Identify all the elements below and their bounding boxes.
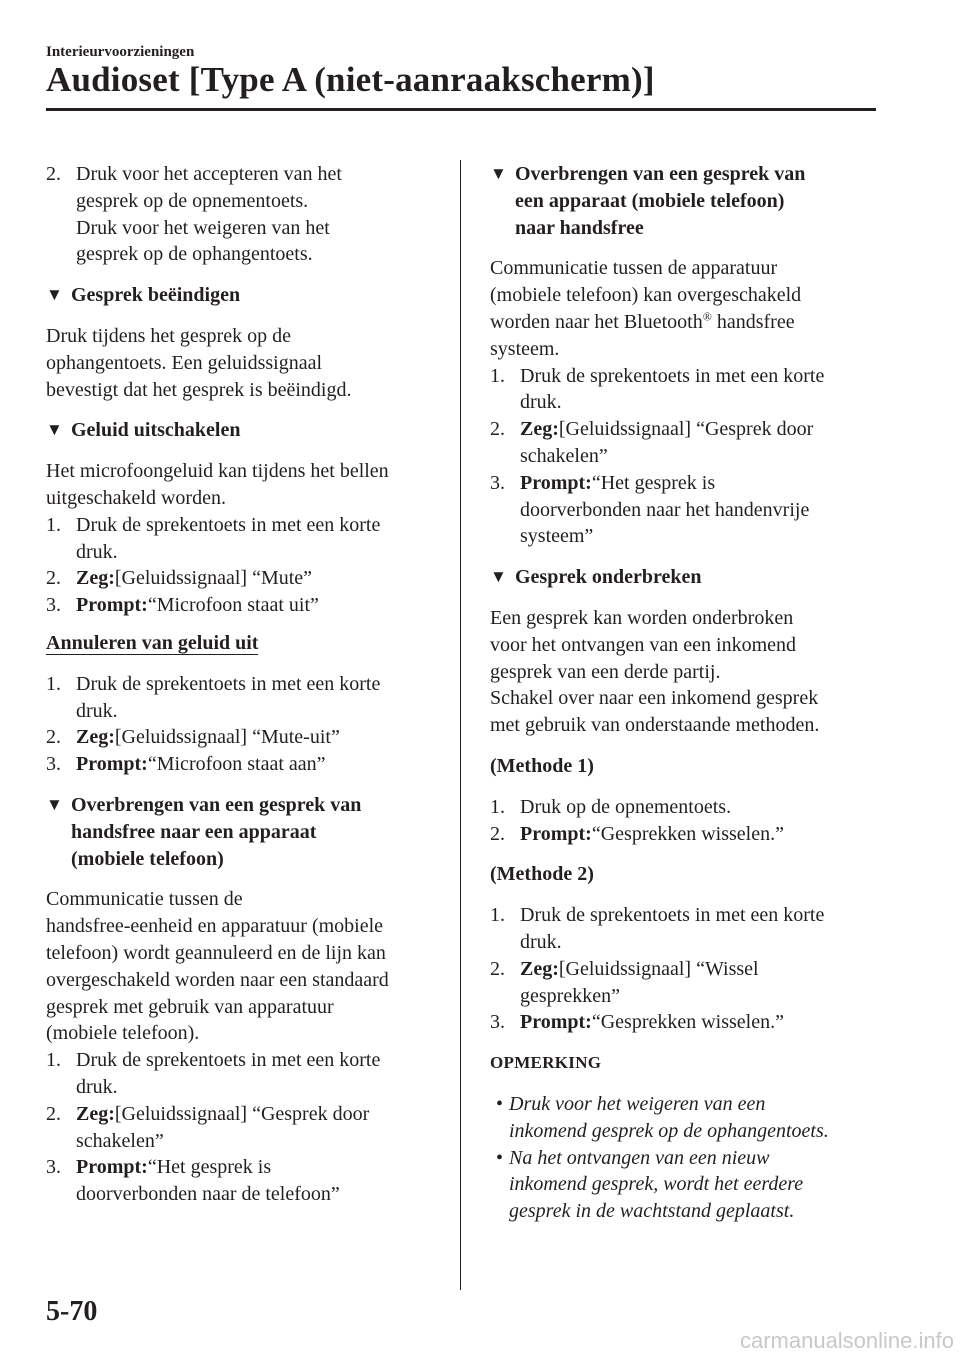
method-1-label: (Methode 1) xyxy=(490,754,594,777)
paragraph-line: gesprek van een derde partij. xyxy=(490,660,721,683)
triangle-down-icon: ▼ xyxy=(46,285,63,305)
triangle-down-icon: ▼ xyxy=(490,164,507,183)
right-column xyxy=(490,161,885,1225)
subheading-unmute: Annuleren van geluid uit xyxy=(46,631,259,654)
heading-mute: ▼ Geluid uitschakelen xyxy=(46,417,446,444)
list-item: 1. Druk de sprekentoets in met een korte druk. xyxy=(46,1049,381,1098)
list-item: 2. Zeg:[Geluidssignaal] “Gesprek door schakelen” xyxy=(46,1102,370,1152)
page-title: Audioset [Type A (niet-aanraakscherm)] xyxy=(46,60,655,99)
list-item: 2. Zeg:[Geluidssignaal] “Mute-uit” xyxy=(46,726,340,749)
list-item: 2. Zeg:[Geluidssignaal] “Mute” xyxy=(46,567,313,590)
method-2-label: (Methode 2) xyxy=(490,863,594,886)
note-bullet: • Na het ontvangen van een nieuw inkomend gesprek, wordt het eerdere gesprek in de wachtstand geplaatst. xyxy=(496,1146,804,1223)
list-item: 3. Prompt:“Microfoon staat aan” xyxy=(46,753,326,776)
heading-end-call: ▼ Gesprek beëindigen xyxy=(46,282,446,309)
paragraph-line: (mobiele telefoon). xyxy=(46,1022,200,1045)
bullet-icon: • xyxy=(496,1146,504,1169)
paragraph-line: worden naar het Bluetooth® handsfree xyxy=(490,309,795,333)
paragraph-line: telefoon) wordt geannuleerd en de lijn kan xyxy=(46,941,386,964)
left-column xyxy=(46,161,446,1208)
list-item: 3. Prompt:“Microfoon staat uit” xyxy=(46,594,319,617)
paragraph-line: Een gesprek kan worden onderbroken xyxy=(490,606,794,629)
triangle-down-icon: ▼ xyxy=(46,794,63,814)
step-accept: 2. Druk voor het accepteren van het gesprek op de opnementoets. Druk voor het weigeren van het gesprek op de ophangentoets. xyxy=(46,163,342,266)
paragraph-line: bevestigt dat het gesprek is beëindigd. xyxy=(46,378,352,401)
triangle-down-icon: ▼ xyxy=(46,420,63,440)
paragraph-line: overgeschakeld worden naar een standaard xyxy=(46,968,389,991)
list-item: 1. Druk de sprekentoets in met een korte druk. xyxy=(490,364,825,414)
paragraph-line: handsfree-eenheid en apparatuur (mobiele xyxy=(46,915,384,938)
note-title: OPMERKING xyxy=(490,1053,602,1073)
header-section: Interieurvoorzieningen xyxy=(46,44,195,60)
paragraph-line: Druk tijdens het gesprek op de xyxy=(46,324,291,347)
header-rule xyxy=(46,108,876,111)
heading-interrupt: ▼ Gesprek onderbreken xyxy=(490,564,885,591)
paragraph-line: Communicatie tussen de xyxy=(46,888,243,911)
triangle-down-icon: ▼ xyxy=(490,567,507,587)
footer-watermark: carmanualsonline.info xyxy=(739,1328,954,1353)
heading-transfer-to-handsfree: ▼ Overbrengen van een gesprek van een apparaat (mobiele telefoon) naar handsfree xyxy=(490,163,806,239)
list-item: 3. Prompt:“Gesprekken wisselen.” xyxy=(490,1011,784,1034)
paragraph-line: ophangentoets. Een geluidssignaal xyxy=(46,351,323,374)
list-item: 1. Druk de sprekentoets in met een korte druk. xyxy=(46,672,381,722)
list-item: 3. Prompt:“Het gesprek is doorverbonden naar het handenvrije systeem” xyxy=(490,471,810,548)
paragraph-line: Schakel over naar een inkomend gesprek xyxy=(490,687,819,710)
bullet-icon: • xyxy=(496,1092,504,1115)
list-item: 2. Zeg:[Geluidssignaal] “Gesprek door schakelen” xyxy=(490,418,814,467)
paragraph-line: Communicatie tussen de apparatuur xyxy=(490,257,778,280)
paragraph-line: systeem. xyxy=(490,337,560,360)
list-item: 1. Druk de sprekentoets in met een korte druk. xyxy=(46,513,381,563)
paragraph-line: (mobiele telefoon) kan overgeschakeld xyxy=(490,284,802,307)
paragraph-line: voor het ontvangen van een inkomend xyxy=(490,633,797,656)
list-item: 1. Druk de sprekentoets in met een korte druk. xyxy=(490,904,825,953)
note-bullet: • Druk voor het weigeren van een inkomend gesprek op de ophangentoets. xyxy=(496,1092,829,1142)
list-item: 1. Druk op de opnementoets. xyxy=(490,795,732,818)
column-divider xyxy=(460,160,461,1290)
list-item: 2. Zeg:[Geluidssignaal] “Wissel gesprekken” xyxy=(490,957,759,1007)
paragraph-line: Het microfoongeluid kan tijdens het bellen xyxy=(46,460,389,483)
paragraph-line: met gebruik van onderstaande methoden. xyxy=(490,714,820,737)
heading-transfer-to-phone: ▼ Overbrengen van een gesprek van handsfree naar een apparaat (mobiele telefoon) xyxy=(46,793,362,870)
list-item: 3. Prompt:“Het gesprek is doorverbonden naar de telefoon” xyxy=(46,1156,340,1206)
paragraph-line: uitgeschakeld worden. xyxy=(46,486,226,509)
list-item: 2. Prompt:“Gesprekken wisselen.” xyxy=(490,822,784,845)
page-number: 5-70 xyxy=(46,1296,98,1327)
paragraph-line: gesprek met gebruik van apparatuur xyxy=(46,995,334,1018)
